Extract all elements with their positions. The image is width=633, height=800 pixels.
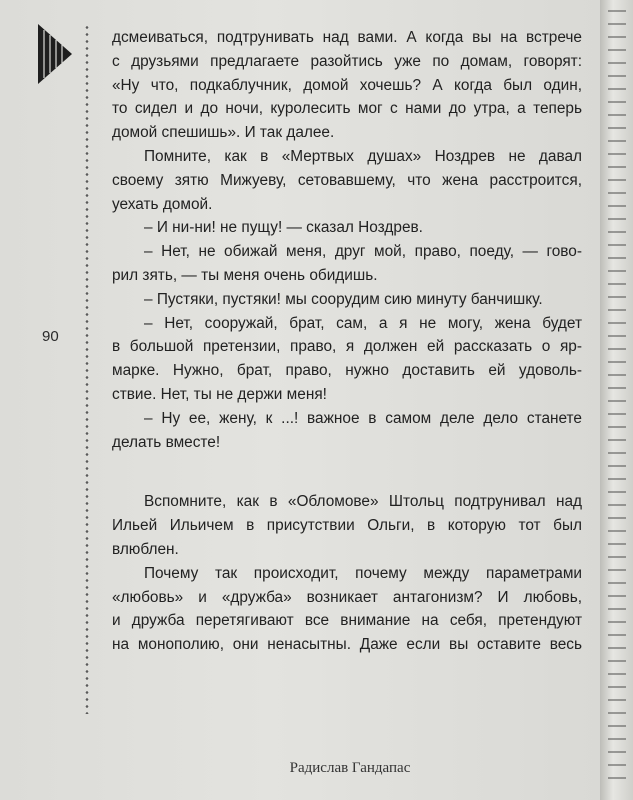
page-number: 90 [42,328,59,345]
footer-author: Радислав Гандапас [289,760,411,776]
text-line: ствие. Нет, ты не держи меня! [112,385,327,403]
text-line: Почему так происходит, почему между параметрами [144,564,582,582]
text-line: с друзьями предлагаете разойтись уже по домам, говорят: [112,52,582,70]
text-line: Помните, как в «Мертвых душах» Ноздрев не давал [144,147,582,165]
body-text [112,26,582,657]
text-line: Ильей Ильичем в присутствии Ольги, в которую тот был [112,517,582,535]
text-line: Вспомните, как в «Обломове» Штольц подтрунивал над [144,493,582,511]
text-line: своему зятю Мижуеву, сетовавшему, что жена расстроится, [112,171,582,189]
text-line: то сидел и до ночи, куролесить мог с нами до утра, а теперь [112,100,582,118]
text-line: уехать домой. [112,195,213,213]
text-line: на монополию, они ненасытны. Даже если вы оставите весь [112,636,582,654]
text-line: – И ни-ни! не пущу! — сказал Ноздрев. [144,219,423,237]
text-line: – Пустяки, пустяки! мы соорудим сию минуту банчишку. [144,290,543,308]
text-line: «Ну что, подкаблучник, домой хочешь? А когда был один, [112,76,582,94]
text-line: домой спешишь». И так далее. [112,124,335,142]
text-line: и дружба перетягивают все внимание на себя, претендуют [112,612,582,630]
text-line: – Нет, сооружай, брат, сам, а я не могу, жена будет [144,314,582,332]
text-line: влюблен. [112,540,179,558]
text-line: в большой претензии, право, я должен ей рассказать о яр- [112,338,582,356]
text-line: «любовь» и «дружба» возникает антагонизм? И любовь, [112,588,582,606]
text-line: рил зять, — ты меня очень обидишь. [112,266,378,284]
paragraph-gap [112,454,582,490]
text-line: марке. Нужно, брат, право, нужно доставить ей удоволь- [112,362,582,380]
text-line: – Ну ее, жену, к ...! важное в самом деле дело станете [144,409,582,427]
margin-dotted-rule [85,24,89,714]
adjacent-page-edge [600,0,633,800]
chapter-marker-icon [38,24,72,84]
text-line: – Нет, не обижай меня, друг мой, право, поеду, — гово- [144,243,582,261]
text-line: дсмеиваться, подтрунивать над вами. А когда вы на встрече [112,29,582,46]
text-line: делать вместе! [112,433,221,451]
